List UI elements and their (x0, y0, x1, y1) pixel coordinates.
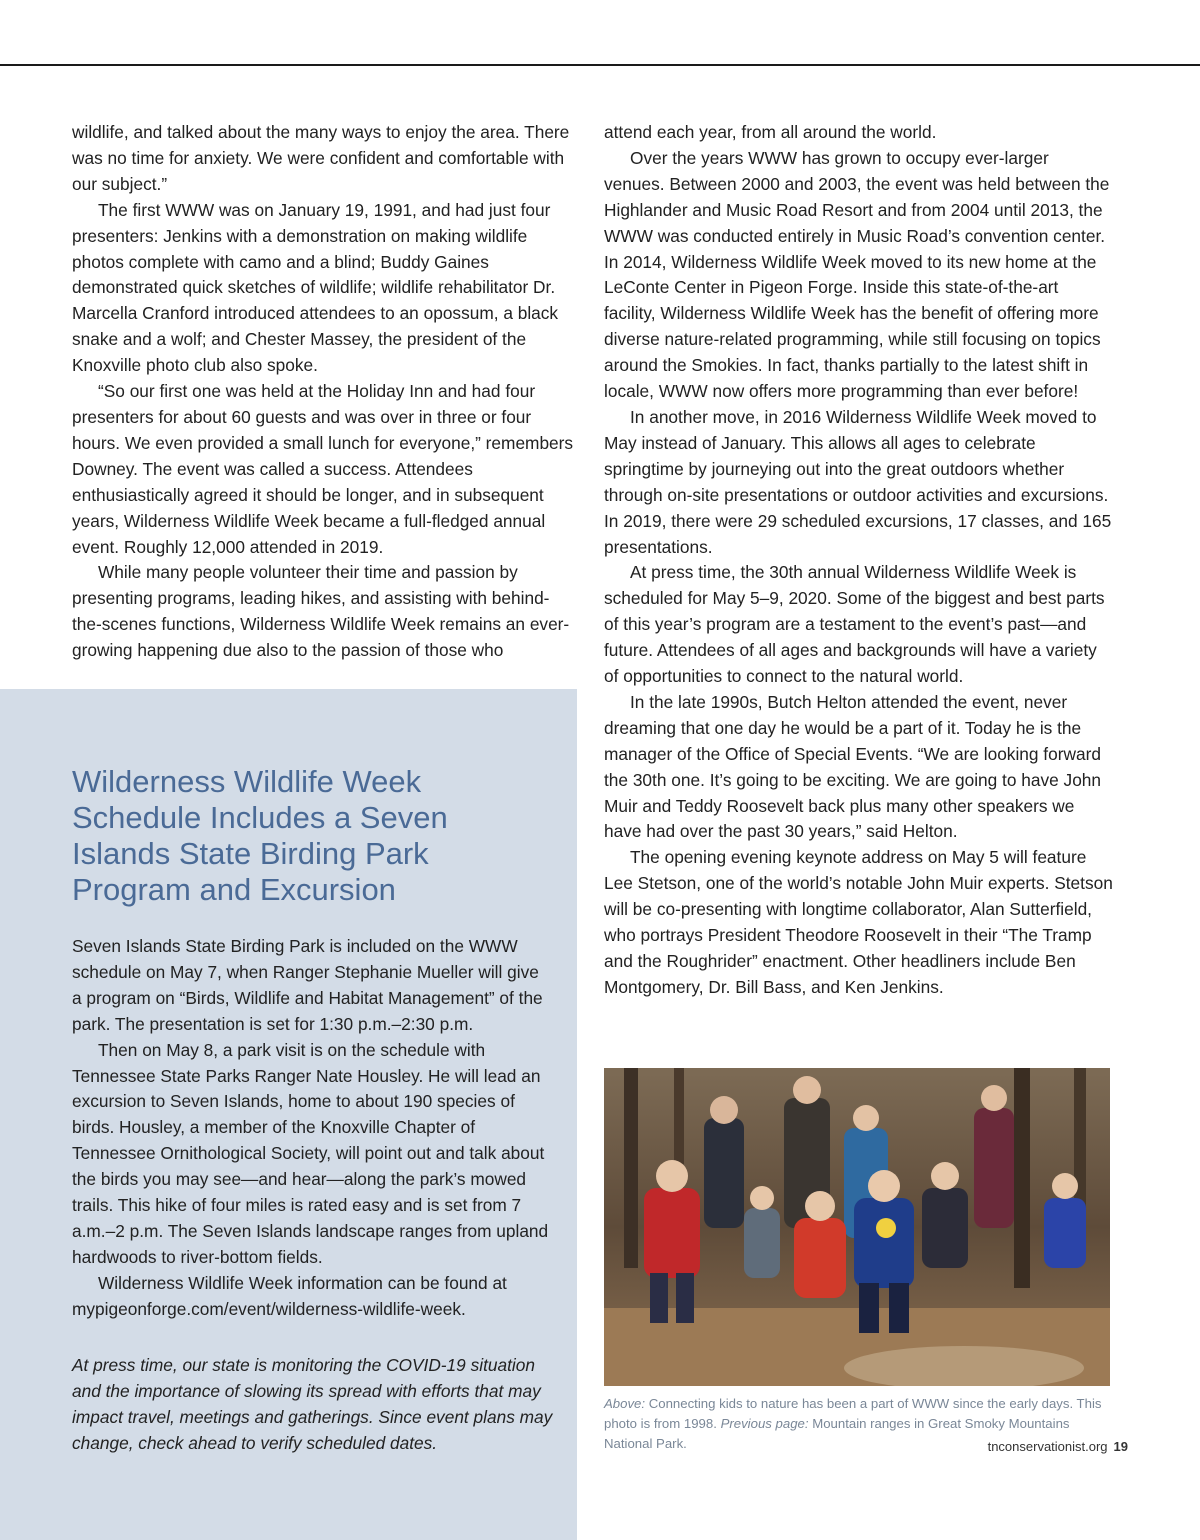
body-paragraph: In another move, in 2016 Wilderness Wildlife Week moved to May instead of January. This allows all ages to celebrate springtime by journeying out into the great outdoors whether through on-site presentations or outdoor activities and excursions. In 2019, there were 29 scheduled excursions, 17 classes, and 165 presentations. (604, 406, 1112, 557)
article-left-column (72, 120, 576, 664)
body-paragraph: wildlife, and talked about the many ways to enjoy the area. There was no time for anxiety. We were confident and comfortable with our subject.” (72, 122, 570, 194)
sidebar-covid-note: At press time, our state is monitoring the COVID-19 situation and the importance of slowing its spread with efforts that may impact travel, meetings and gatherings. Since event plans may change, check ahead to verify scheduled dates. (72, 1355, 553, 1453)
sidebar-paragraph: Then on May 8, a park visit is on the schedule with Tennessee State Parks Ranger Nate Housley. He will lead an excursion to Seven Islands, home to about 190 species of birds. Housley, a member of the Knoxville Chapter of Tennessee Ornithological Society, will point out and talk about the birds you may see—and hear—along the park’s mowed trails. This hike of four miles is rated easy and is set from 7 a.m.–2 p.m. The Seven Islands landscape ranges from upland hardwoods to river-bottom fields. (72, 1039, 549, 1267)
body-paragraph: attend each year, from all around the world. (604, 122, 937, 142)
body-paragraph: In the late 1990s, Butch Helton attended the event, never dreaming that one day he would be a part of it. Today he is the manager of the Office of Special Events. “We are looking forward the 30th one. It’s going to be exciting. We are going to have John Muir and Teddy Roosevelt back plus many other speakers we have had over the past 30 years,” said Helton. (604, 691, 1102, 842)
article-right-column (604, 120, 1114, 1001)
body-paragraph: The first WWW was on January 19, 1991, and had just four presenters: Jenkins with a demonstration on making wildlife photos complete with camo and a blind; Buddy Gaines demonstrated quick sketches of wildlife; wildlife rehabilitator Dr. Marcella Cranford introduced attendees to an opossum, a black snake and a wolf; and Chester Massey, the president of the Knoxville photo club also spoke. (72, 199, 559, 376)
sidebar-body (72, 934, 552, 1323)
body-paragraph: Over the years WWW has grown to occupy ever-larger venues. Between 2000 and 2003, the event was held between the Highlander and Music Road Resort and from 2004 until 2013, the WWW was conducted entirely in Music Road’s convention center. In 2014, Wilderness Wildlife Week moved to its new home at the LeConte Center in Pigeon Forge. Inside this state-of-the-art facility, Wilderness Wildlife Week has the benefit of offering more diverse nature-related programming, while still focusing on topics around the Smokies. In fact, thanks partially to the latest shift in locale, WWW now offers more programming than ever before! (604, 147, 1110, 402)
body-paragraph: At press time, the 30th annual Wilderness Wildlife Week is scheduled for May 5–9, 2020. Some of the biggest and best parts of this year’s program are a testament to the event’s past—and future. Attendees of all ages and backgrounds will have a variety of opportunities to connect to the natural world. (604, 562, 1105, 687)
page-footer (988, 1439, 1128, 1454)
photo-kids-on-trail (604, 1068, 1110, 1386)
body-paragraph: While many people volunteer their time and passion by presenting programs, leading hikes, and assisting with behind-the-scenes functions, Wilderness Wildlife Week remains an ever-growing happening due also to the passion of those who (72, 562, 570, 661)
page-number: 19 (1113, 1439, 1128, 1454)
caption-lead: Above: (604, 1396, 646, 1411)
caption-text: Mountain ranges in Great Smoky Mountains National Park. (604, 1416, 1070, 1451)
caption-lead: Previous page: (720, 1416, 809, 1431)
sidebar-paragraph: Seven Islands State Birding Park is included on the WWW schedule on May 7, when Ranger Stephanie Mueller will give a program on “Birds, Wildlife and Habitat Management” of the park. The presentation is set for 1:30 p.m.–2:30 p.m. (72, 936, 543, 1034)
caption-text: Connecting kids to nature has been a part of WWW since the early days. This photo is from 1998. (604, 1396, 1102, 1431)
header-rule (0, 64, 1200, 66)
sidebar-paragraph: Wilderness Wildlife Week information can be found at mypigeonforge.com/event/wilderness-wildlife-week. (72, 1272, 507, 1319)
body-paragraph: “So our first one was held at the Holiday Inn and had four presenters for about 60 guests and was over in three or four hours. We even provided a small lunch for everyone,” remembers Downey. The event was called a success. Attendees enthusiastically agreed it should be longer, and in subsequent years, Wilderness Wildlife Week became a full-fledged annual event. Roughly 12,000 attended in 2019. (72, 381, 574, 557)
body-paragraph: The opening evening keynote address on May 5 will feature Lee Stetson, one of the world’s notable John Muir experts. Stetson will be co-presenting with longtime collaborator, Alan Sutterfield, who portrays President Theodore Roosevelt in their “The Tramp and the Roughrider” enactment. Other headliners include Ben Montgomery, Dr. Bill Bass, and Ken Jenkins. (604, 847, 1113, 997)
sidebar-title: Wilderness Wildlife Week Schedule Includes a Seven Islands State Birding Park Program and Excursion (72, 764, 448, 907)
footer-site: tnconservationist.org (987, 1439, 1108, 1454)
